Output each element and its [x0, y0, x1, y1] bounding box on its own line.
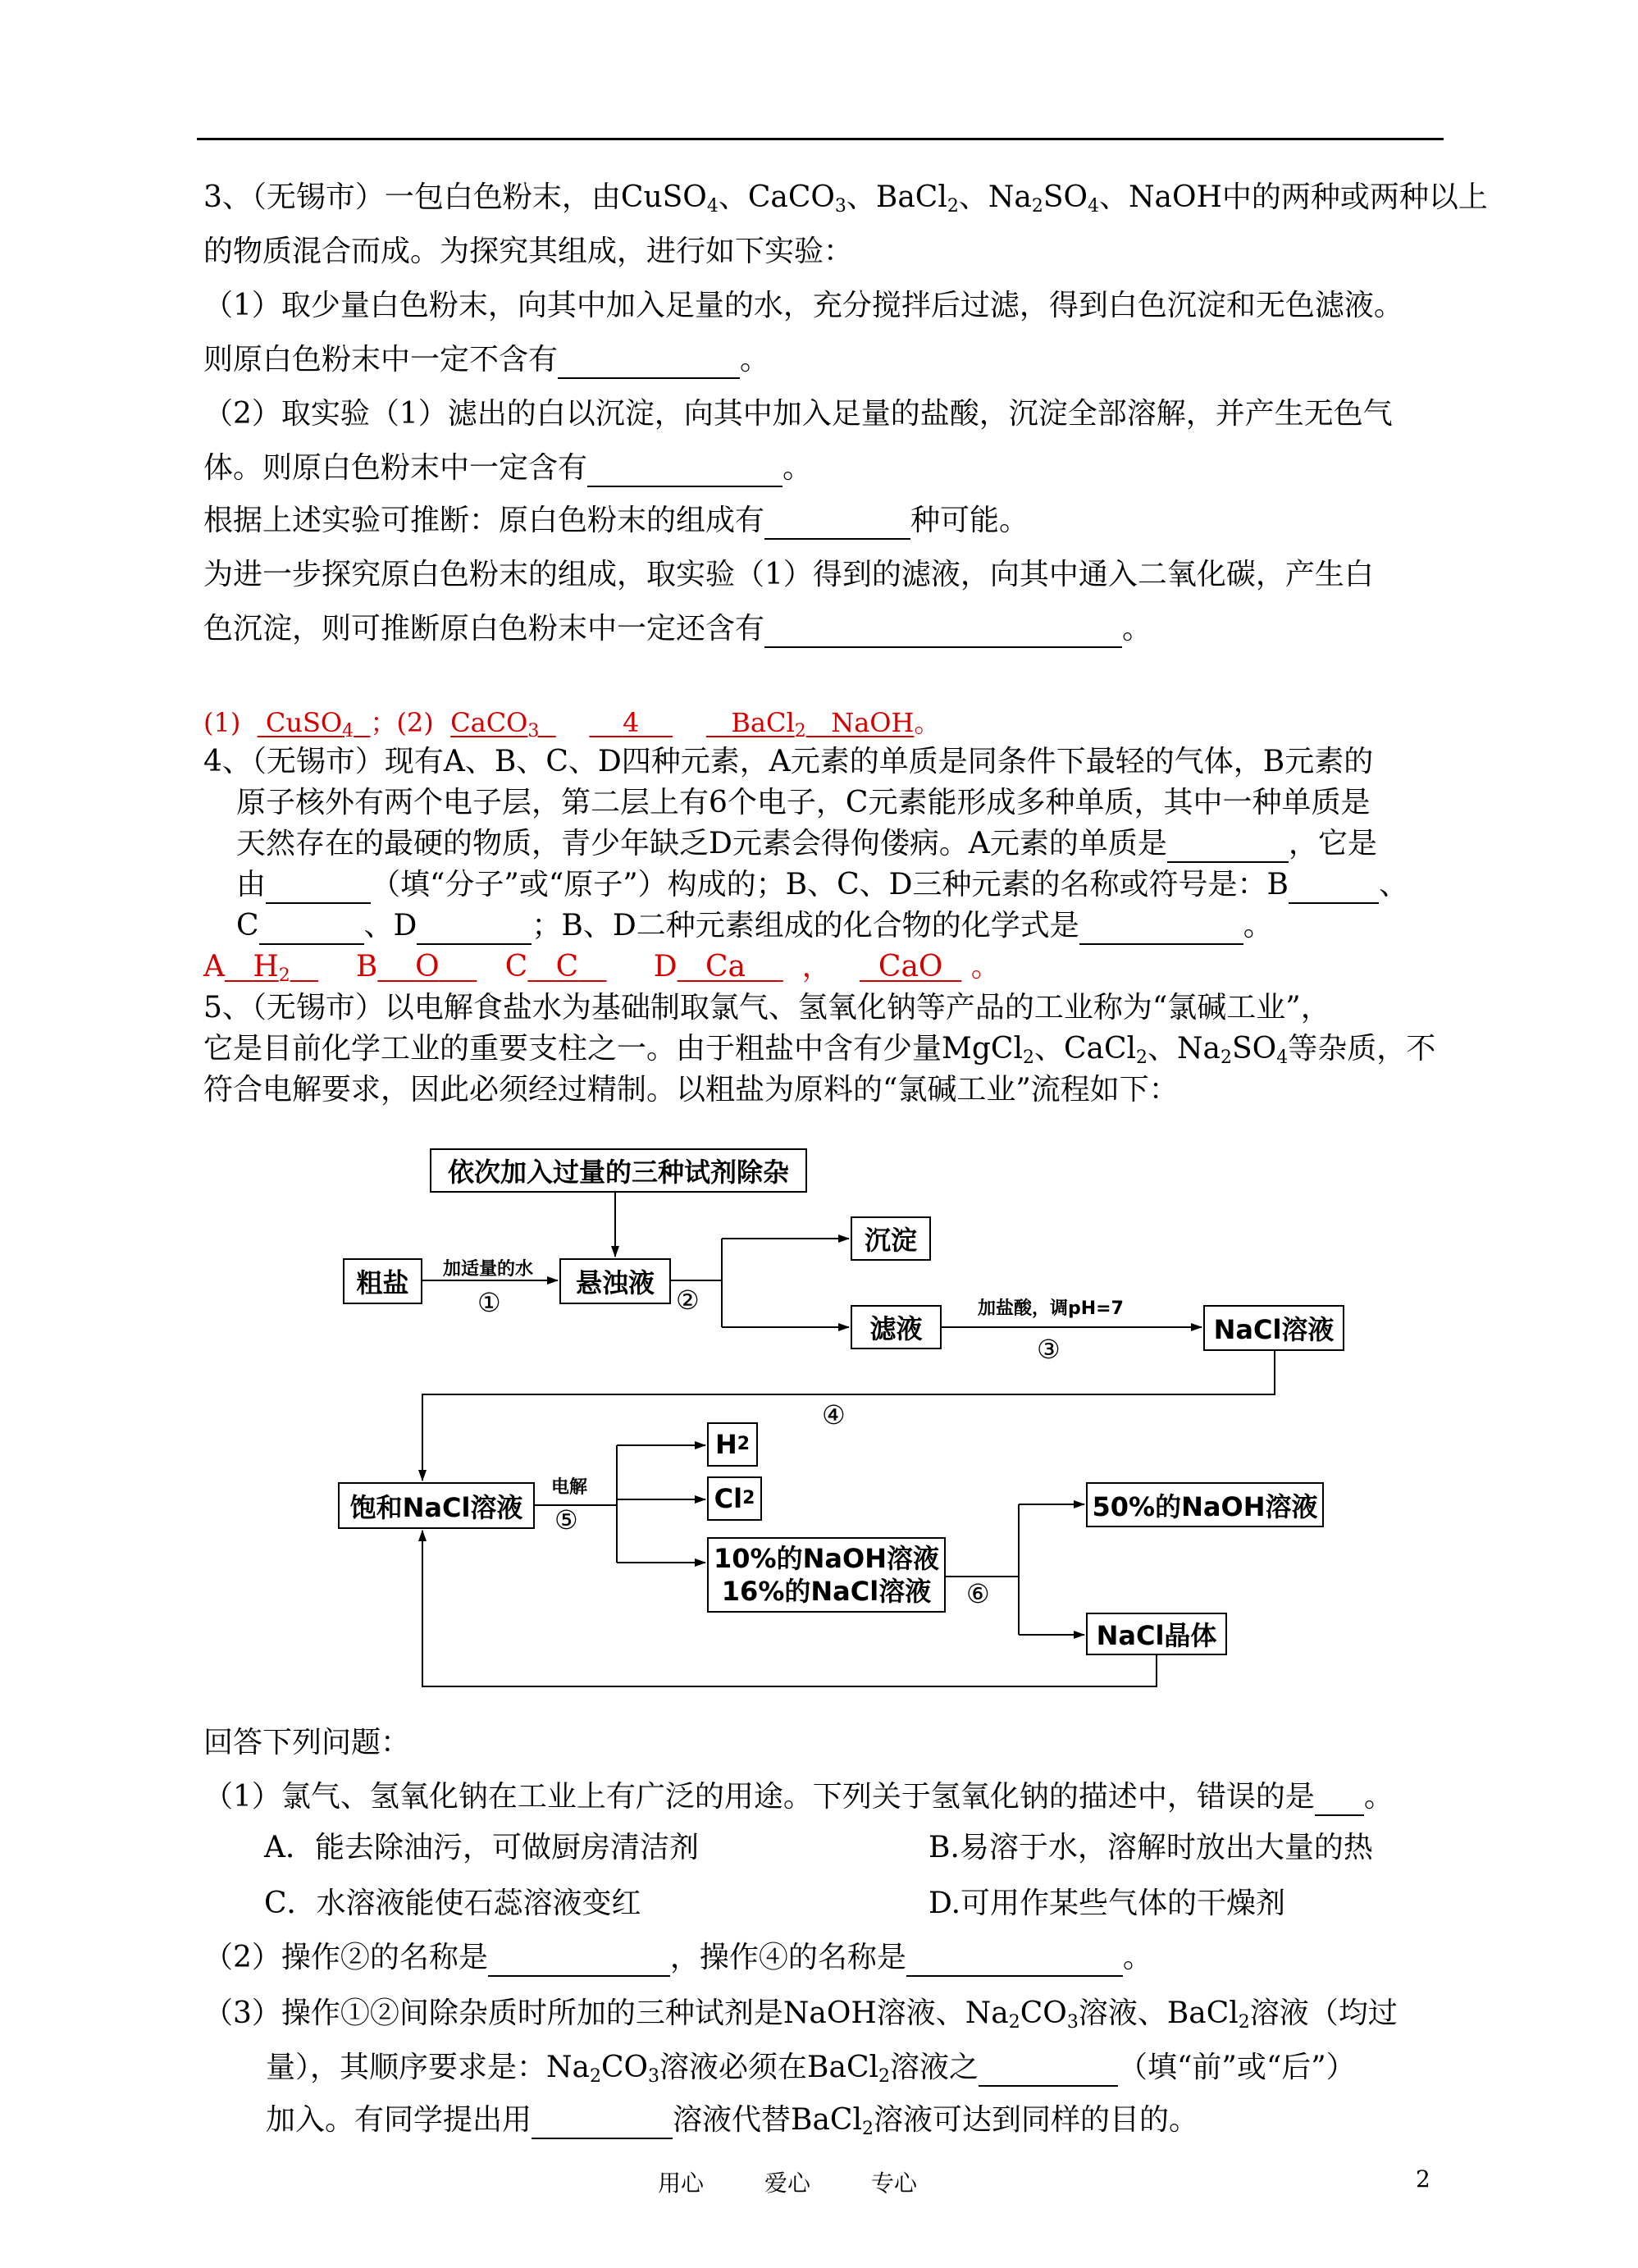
answer-blank[interactable] — [532, 2108, 673, 2139]
qa-q2: （2）操作②的名称是 ，操作④的名称是 。 — [203, 1939, 1152, 1977]
q3-line-1: 3、（无锡市）一包白色粉末，由CuSO$_4$、CaCO$_3$、BaCl$_2$、$Na_2SO_4$、NaOH中的两种或两种以上 — [203, 180, 1488, 217]
q4-line-3: 天然存在的最硬的物质，青少年缺乏D元素会得佝偻病。A元素的单质是 ，它是 — [236, 825, 1377, 863]
flow-box-suspension: 悬浊液 — [559, 1258, 671, 1304]
flow-step-2: ② — [676, 1285, 700, 1316]
q4-line-1: 4、（无锡市）现有A、B、C、D四种元素，A元素的单质是同条件下最轻的气体，B元素的 — [203, 745, 1374, 778]
flow-step-6: ⑥ — [966, 1578, 990, 1609]
flow-box-saturated-nacl: 饱和NaCl溶液 — [338, 1482, 535, 1529]
qa-q1: （1）氯气、氢氧化钠在工业上有广泛的用途。下列关于氢氧化钠的描述中，错误的是 。 — [203, 1778, 1394, 1816]
footer-motto-2: 爱心 — [764, 2170, 811, 2197]
answer-h2: $H_2$ — [253, 950, 290, 986]
flow-box-naoh-50: 50%的NaOH溶液 — [1086, 1482, 1324, 1527]
answer-ca: Ca — [705, 950, 746, 983]
flow-label-water: 加适量的水 — [443, 1259, 534, 1280]
answer-o: O — [415, 950, 440, 983]
q4-line-2: 原子核外有两个电子层，第二层上有6个电子，C元素能形成多种单质，其中一种单质是 — [236, 786, 1371, 819]
footer-motto-1: 用心 — [658, 2170, 705, 2197]
flow-label-electrolysis: 电解 — [551, 1477, 588, 1498]
qa-q3-line-2: 量），其顺序要求是：$Na_2CO_3$溶液必须在BaCl$_2$溶液之 （填“前”或“后”） — [266, 2051, 1356, 2087]
answer-blank[interactable] — [979, 2056, 1118, 2087]
flow-box-cl2: Cl 2 — [707, 1476, 762, 1521]
flow-step-5: ⑤ — [554, 1504, 578, 1536]
option-a[interactable]: A．能去除油污，可做厨房清洁剂 — [264, 1831, 699, 1864]
q4-line-4: 由 （填“分子”或“原子”）构成的；B、C、D三种元素的名称或符号是：B 、 — [236, 866, 1408, 904]
flow-step-1: ① — [477, 1287, 501, 1318]
option-b[interactable]: B.易溶于水，溶解时放出大量的热 — [929, 1831, 1373, 1864]
option-d[interactable]: D.可用作某些气体的干燥剂 — [929, 1887, 1286, 1920]
q4-answer: A $H_2$ B O C C D Ca ， CaO 。 — [203, 950, 1001, 986]
q3-line-9: 色沉淀，则可推断原白色粉末中一定还含有 。 — [203, 610, 1152, 648]
q3-line-2: 的物质混合而成。为探究其组成，进行如下实验： — [203, 235, 854, 268]
q5-line-3: 符合电解要求，因此必须经过精制。以粗盐为原料的“氯碱工业”流程如下： — [203, 1073, 1179, 1107]
flow-step-4: ④ — [822, 1399, 846, 1431]
flow-mixture-naoh: 10%的NaOH溶液 — [714, 1543, 939, 1574]
q3-line-4: 则原白色粉末中一定不含有 。 — [203, 341, 769, 379]
flow-box-mixture — [707, 1537, 946, 1613]
qa-intro: 回答下列问题： — [203, 1726, 411, 1759]
qa-q3-line-1: （3）操作①②间除杂质时所加的三种试剂是NaOH溶液、$Na_2CO_3$溶液、BaCl$_2$溶液（均过 — [203, 1996, 1398, 2033]
q5-line-1: 5、（无锡市）以电解食盐水为基础制取氯气、氢氧化钠等产品的工业称为“氯碱工业”， — [203, 991, 1330, 1024]
flow-box-h2: H 2 — [707, 1422, 758, 1467]
answer-count: 4 — [623, 707, 640, 738]
answer-blank[interactable] — [488, 1946, 670, 1977]
option-c[interactable]: C．水溶液能使石蕊溶液变红 — [264, 1887, 641, 1920]
answer-caco3: CaCO$_3$ — [450, 707, 540, 742]
q5-line-2: 它是目前化学工业的重要支柱之一。由于粗盐中含有少量MgCl$_2$、CaCl$_2$、$Na_2SO_4$等杂质，不 — [203, 1032, 1436, 1068]
flow-label-acid: 加盐酸，调pH=7 — [978, 1298, 1124, 1319]
q3-line-7: 根据上述实验可推断：原白色粉末的组成有 种可能。 — [203, 502, 1029, 540]
q3-line-6: 体。则原白色粉末中一定含有 。 — [203, 449, 812, 487]
flow-box-precipitate: 沉淀 — [851, 1216, 931, 1261]
q3-answer: (1) CuSO$_4$ ；(2) CaCO$_3$ 4 BaCl$_2$ NaOH。 — [203, 707, 941, 742]
q3-line-3: （1）取少量白色粉末，向其中加入足量的水，充分搅拌后过滤，得到白色沉淀和无色滤液。 — [203, 289, 1403, 322]
flow-box-nacl-solution: NaCl溶液 — [1203, 1305, 1344, 1351]
answer-c: C — [555, 950, 579, 983]
flow-box-nacl-crystal: NaCl晶体 — [1086, 1613, 1227, 1655]
answer-bacl2-naoh: BaCl$_2$ NaOH — [731, 707, 915, 742]
answer-blank[interactable] — [1315, 1785, 1364, 1816]
flow-box-crude-salt: 粗盐 — [343, 1258, 422, 1304]
page-number: 2 — [1416, 2165, 1430, 2193]
qa-q3-line-3: 加入。有同学提出用 溶液代替BaCl$_2$溶液可达到同样的目的。 — [266, 2103, 1199, 2139]
footer-motto-3: 专心 — [871, 2170, 918, 2197]
q3-line-8: 为进一步探究原白色粉末的组成，取实验（1）得到的滤液，向其中通入二氧化碳，产生白 — [203, 558, 1374, 591]
flow-step-3: ③ — [1037, 1334, 1061, 1365]
flow-box-filtrate: 滤液 — [851, 1305, 942, 1349]
q4-line-5: C 、D ；B、D二种元素组成的化合物的化学式是 。 — [236, 907, 1273, 945]
flow-mixture-nacl: 16%的NaCl溶液 — [721, 1576, 932, 1607]
q3-line-5: （2）取实验（1）滤出的白以沉淀，向其中加入足量的盐酸，沉淀全部溶解，并产生无色气 — [203, 397, 1393, 431]
answer-blank[interactable] — [906, 1946, 1123, 1977]
answer-cuso4: CuSO$_4$ — [265, 707, 354, 742]
flow-box-reagents: 依次加入过量的三种试剂除杂 — [430, 1148, 807, 1193]
answer-cao: CaO — [878, 950, 943, 983]
